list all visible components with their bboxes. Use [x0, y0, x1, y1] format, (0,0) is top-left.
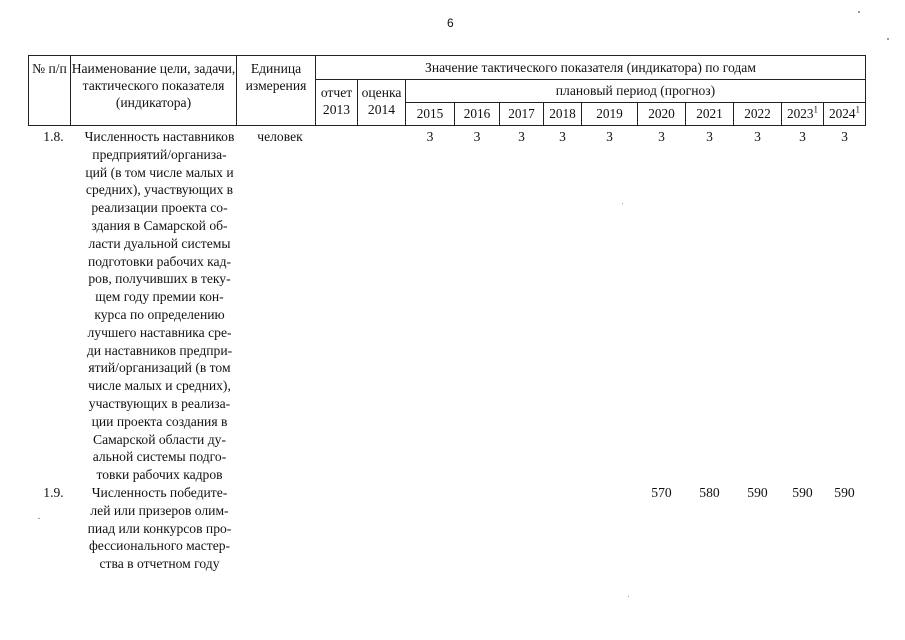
indicator-unit: человек — [257, 129, 303, 144]
header-year-label: 2023 — [786, 106, 814, 122]
footnote-mark: 1 — [813, 104, 819, 115]
indicator-value — [358, 126, 406, 484]
indicator-value: 570 — [651, 484, 672, 500]
header-name: Наименование цели, задачи, тактического показателя (индикатора) — [71, 56, 237, 126]
indicator-value: 3 — [426, 129, 434, 144]
header-year-2017 — [500, 103, 544, 126]
indicator-value: 3 — [518, 129, 525, 144]
header-estimate-label: оценка — [361, 85, 402, 100]
indicator-value: 3 — [473, 129, 481, 144]
header-year-2016 — [455, 103, 500, 126]
header-estimate-year: 2014 — [367, 102, 396, 117]
header-num: № п/п — [29, 56, 71, 126]
header-plan-period: плановый период (прогноз) — [406, 80, 866, 103]
header-year-label: 2021 — [696, 106, 723, 122]
indicator-value: 3 — [754, 129, 761, 144]
header-year-2015 — [406, 103, 455, 126]
header-values-group: Значение тактического показателя (индикатора) по годам — [316, 56, 866, 80]
indicator-name: Численность победите-лей или призеров олим-пиад или конкурсов про-фессионального мастер-ства в отчетном году — [87, 484, 232, 572]
indicator-value — [358, 484, 406, 573]
header-estimate — [358, 80, 406, 126]
indicator-value — [500, 484, 544, 573]
indicator-value — [455, 484, 500, 573]
indicator-value: 3 — [559, 129, 566, 144]
header-year-label: 2019 — [596, 106, 623, 122]
header-report — [316, 80, 358, 126]
header-year-label: 2022 — [744, 106, 771, 122]
header-year-2019 — [582, 103, 638, 126]
indicator-value: 3 — [706, 129, 713, 144]
scan-speck — [887, 38, 889, 40]
indicator-value: 3 — [841, 129, 848, 144]
header-year-label: 2017 — [508, 106, 535, 122]
header-year-label: 2024 — [828, 106, 856, 122]
header-year-2023 — [782, 103, 824, 126]
header-year-2020 — [638, 103, 686, 126]
indicator-value: 590 — [747, 484, 768, 500]
header-year-label: 2016 — [463, 106, 491, 122]
header-year-2024 — [824, 103, 866, 126]
header-year-2022 — [734, 103, 782, 126]
table-row — [29, 126, 866, 484]
header-year-label: 2018 — [549, 106, 576, 122]
scan-speck — [38, 518, 40, 519]
header-unit: Единица измерения — [237, 56, 316, 126]
scan-speck — [858, 11, 860, 13]
indicator-value — [582, 484, 638, 573]
header-report-year: 2013 — [322, 102, 351, 117]
indicator-value: 3 — [606, 129, 613, 144]
indicator-value — [406, 484, 455, 573]
indicator-value: 3 — [658, 129, 665, 144]
indicator-value — [544, 484, 582, 573]
indicator-value: 3 — [799, 129, 806, 144]
scan-speck — [628, 596, 629, 597]
indicator-value: 580 — [699, 484, 720, 500]
row-number: 1.9. — [43, 484, 64, 500]
indicator-unit — [237, 484, 316, 573]
indicator-value — [316, 126, 358, 484]
header-year-label: 2015 — [416, 106, 444, 122]
footnote-mark: 1 — [855, 104, 861, 115]
indicator-table — [28, 55, 866, 573]
indicator-name: Численность наставников предприятий/организа-ций (в том числе малых и средних), участвующих в реализации проекта со-здания в Самарской об-ласти дуальной системы подготовки рабочих кад-ров, получивших в теку-щем году премии кон-курса по определению лучшего наставника сре-ди наставников предпри-ятий/организаций (в том числе малых и средних), участвующих в реализа-ции проекта создания в Самарской области ду-альной системы подго-товки рабочих кадров — [84, 129, 235, 483]
header-report-label: отчет — [320, 85, 353, 100]
header-year-2021 — [686, 103, 734, 126]
row-number: 1.8. — [43, 129, 64, 144]
header-year-label: 2020 — [648, 106, 675, 122]
table-row — [29, 484, 866, 573]
indicator-value: 590 — [792, 484, 813, 500]
indicator-value — [316, 484, 358, 573]
indicator-value: 590 — [834, 484, 855, 500]
scan-speck — [622, 203, 623, 204]
page-number: 6 — [447, 16, 454, 30]
header-year-2018 — [544, 103, 582, 126]
